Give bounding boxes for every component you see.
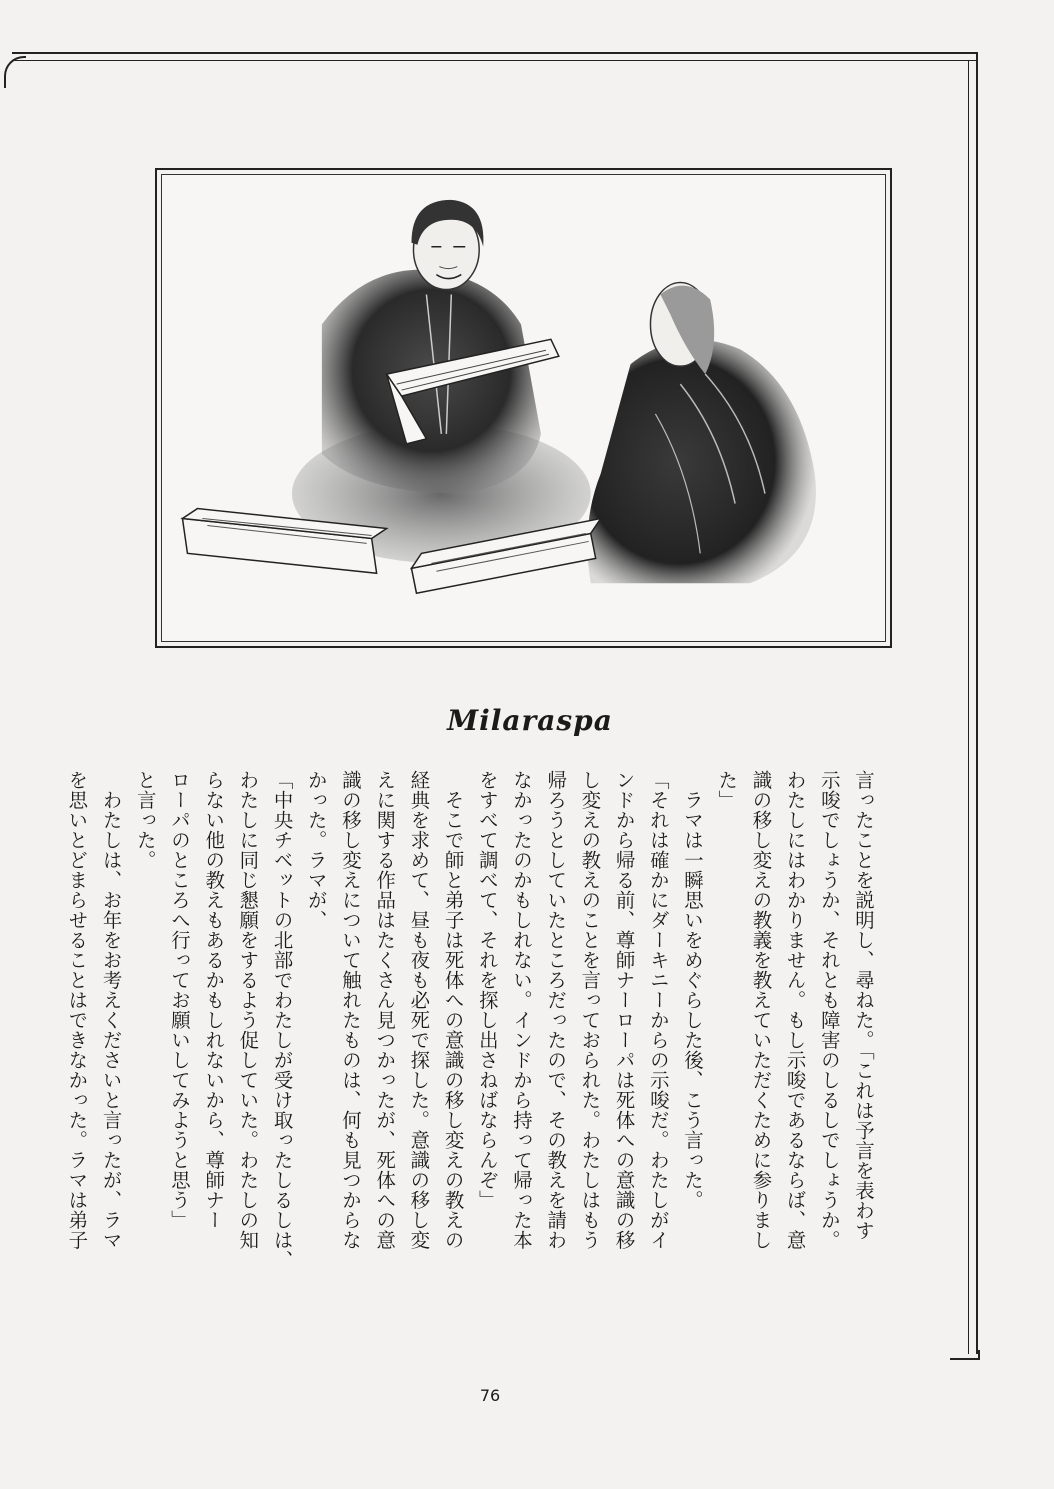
page-number: 76 [479,1386,501,1405]
text-column: わたしにはわかりません。もし示唆であるならば、意 [783,770,807,1250]
body-text [65,770,880,1340]
text-column: ローパのところへ行ってお願いしてみようと思う」 [167,770,191,1230]
text-column: 経典を求めて、昼も夜も必死で探した。意識の移し変 [407,770,431,1250]
page-border-bottom-tab [950,1350,980,1360]
text-column: わたしに同じ懇願をするよう促していた。わたしの知 [236,770,260,1250]
text-column: し変えの教えのことを言っておられた。わたしはもう [578,770,602,1250]
page-border-top-inner [12,60,978,61]
text-column: と言った。 [133,770,157,870]
text-column: わたしは、お年をお考えくださいと言ったが、ラマ [99,770,123,1250]
seated-lama-figure [292,200,591,563]
text-column: 言ったことを説明し、尋ねた。「これは予言を表わす [852,770,875,1241]
section-heading: Milaraspa [447,704,613,737]
text-column: かった。ラマが、 [304,770,328,930]
text-column: ンドから帰る前、尊師ナーローパは死体への意識の移 [612,770,636,1250]
text-column: 示唆でしょうか、それとも障害のしるしでしょうか。 [817,770,841,1250]
text-column: 「中央チベットの北部でわたしが受け取ったしるしは、 [270,770,294,1270]
text-column: えに関する作品はたくさん見つかったが、死体への意 [373,770,397,1250]
text-column: 「それは確かにダーキニーからの示唆だ。わたしがイ [646,770,670,1250]
text-column: らない他の教えもあるかもしれないから、尊師ナー [202,770,226,1230]
text-column: 識の移し変えについて触れたものは、何も見つからな [338,770,362,1250]
page-border-corner [4,56,26,88]
text-column: 帰ろうとしていたところだったので、その教えを請わ [544,770,568,1250]
text-column: そこで師と弟子は死体への意識の移し変えの教えの [441,770,465,1250]
text-column: た」 [715,770,739,810]
page-border-right [976,52,978,1354]
text-column: 識の移し変えの教義を教えていただくために参りまし [749,770,773,1250]
text-column: ラマは一瞬思いをめぐらした後、こう言った。 [680,770,704,1210]
text-column: を思いとどまらせることはできなかった。ラマは弟子 [65,770,89,1250]
disciple-figure [587,283,816,584]
page-border-top [12,52,978,54]
text-column: をすべて調べて、それを探し出さねばならんぞ」 [475,770,499,1210]
text-column: なかったのかもしれない。インドから持って帰った本 [509,770,533,1250]
page-border-right-inner [968,60,969,1354]
illustration [161,174,886,642]
